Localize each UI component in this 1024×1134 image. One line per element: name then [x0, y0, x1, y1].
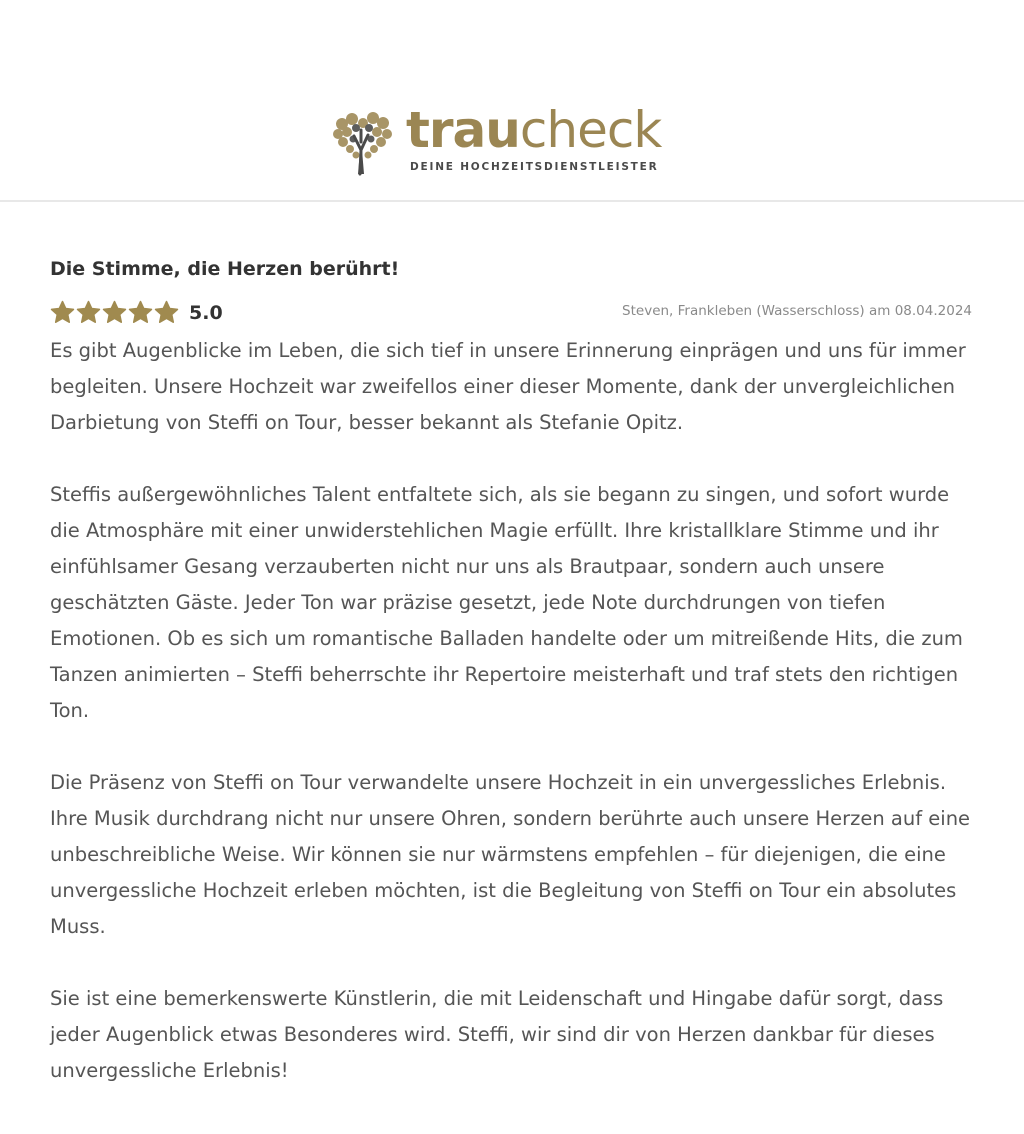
star-icon: [76, 300, 101, 325]
review-paragraph: Sie ist eine bemerkenswerte Künstlerin, die mit Leidenschaft und Hingabe dafür sorgt, dass jeder Augenblick etwas Besonderes wird. Steffi, wir sind dir von Herzen dankbar für dieses unvergessliche Erlebnis!: [50, 987, 944, 1082]
site-header: [0, 0, 1024, 202]
star-rating: [50, 300, 179, 325]
review-meta: [50, 299, 972, 333]
logo-tagline: DEINE HOCHZEITSDIENSTLEISTER: [410, 161, 659, 173]
review-card: [50, 252, 972, 1125]
star-icon: [102, 300, 127, 325]
logo-word-bold: trau: [406, 101, 520, 159]
star-icon: [50, 300, 75, 325]
review-paragraph: Steffis außergewöhnliches Talent entfaltete sich, als sie begann zu singen, und sofort wurde die Atmosphäre mit einer unwiderstehlichen Magie erfüllt. Ihre kristallklare Stimme und ihr einfühlsamer Gesang verzauberten nicht nur uns als Brautpaar, sondern auch unsere geschätzten Gäste. Jeder Ton war präzise gesetzt, jede Note durchdrungen von tiefen Emotionen. Ob es sich um romantische Balladen handelte oder um mitreißende Hits, die zum Tanzen animierten – Steffi beherrschte ihr Repertoire meisterhaft und traf stets den richtigen Ton.: [50, 483, 963, 722]
review-paragraph: Es gibt Augenblicke im Leben, die sich tief in unsere Erinnerung einprägen und uns für immer begleiten. Unsere Hochzeit war zweifellos einer dieser Momente, dank der unvergleichlichen Darbietung von Steffi on Tour, besser bekannt als Stefanie Opitz.: [50, 339, 966, 434]
review-body: [50, 333, 972, 1089]
review-author-date: Steven, Frankleben (Wasserschloss) am 08.04.2024: [622, 303, 972, 319]
logo-word-regular: check: [519, 101, 662, 159]
traucheck-logo[interactable]: [330, 101, 700, 178]
star-icon: [128, 300, 153, 325]
star-icon: [154, 300, 179, 325]
rating-value: 5.0: [189, 302, 223, 324]
logo-wordmark: [406, 102, 661, 158]
review-paragraph: Die Präsenz von Steffi on Tour verwandelte unsere Hochzeit in ein unvergessliches Erlebnis. Ihre Musik durchdrang nicht nur unsere Ohren, sondern berührte auch unsere Herzen auf eine unbeschreibliche Weise. Wir können sie nur wärmstens empfehlen – für diejenigen, die eine unvergessliche Hochzeit erleben möchten, ist die Begleitung von Steffi on Tour ein absolutes Muss.: [50, 771, 971, 938]
review-title: Die Stimme, die Herzen berührt!: [50, 258, 400, 280]
heart-tree-icon: [330, 110, 394, 176]
